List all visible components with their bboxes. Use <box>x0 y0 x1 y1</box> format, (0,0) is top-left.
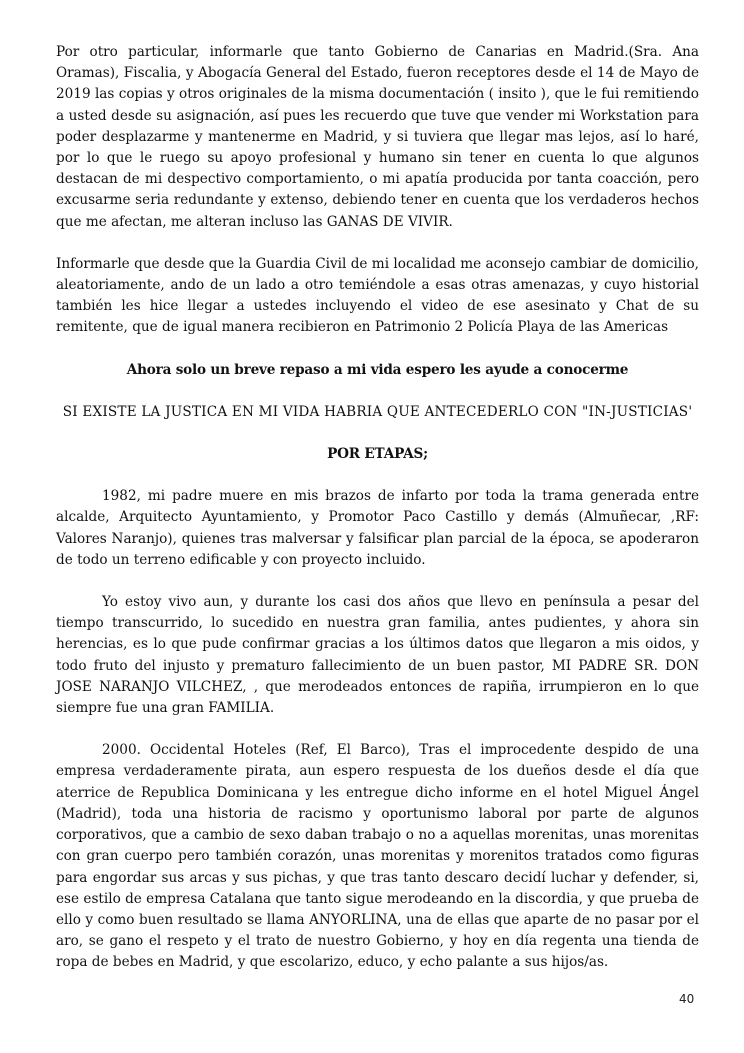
spacer <box>56 571 699 592</box>
page-number: 40 <box>679 992 695 1006</box>
spacer <box>56 423 699 444</box>
spacer <box>56 233 699 254</box>
spacer <box>56 719 699 740</box>
paragraph-1982: 1982, mi padre muere en mis brazos de infarto por toda la trama generada entre alcalde, Arquitecto Ayuntamiento, y Promotor Paco Castillo y demás (Almuñecar, ,RF: Valores Naranjo), quienes tras malversar y falsificar plan parcial de la época, se apoderaron de todo un terreno edificable y con proyecto incluido. <box>56 488 699 568</box>
spacer <box>56 465 699 486</box>
paragraph-2000: 2000. Occidental Hoteles (Ref, El Barco), Tras el improcedente despido de una empresa verdaderamente pirata, aun espero respuesta de los dueños desde el día que aterrice de Republica Dominicana y les entregue dicho informe en el hotel Miguel Ángel (Madrid), toda una historia de racismo y oportunismo laboral por parte de algunos corporativos, que a cambio de sexo daban trabajo o no a aquellas morenitas, unas morenitas con gran cuerpo pero también corazón, unas morenitas y morenitos tratados como figuras para engordar sus arcas y sus pichas, y que tras tanto descaro decidí luchar y defender, si, ese estilo de empresa Catalana que tanto sigue merodeando en la discordia, y que prueba de ello y como buen resultado se llama ANYORLINA, una de ellas que aparte de no pasar por el aro, se gano el respeto y el trato de nuestro Gobierno, y hoy en día regenta una tienda de ropa de bebes en Madrid, y que escolarizo, educo, y echo palante a sus hijos/as. <box>56 742 699 971</box>
heading-breve-repaso: Ahora solo un breve repaso a mi vida espero les ayude a conocerme <box>126 361 629 378</box>
spacer <box>56 381 699 402</box>
paragraph-vivo-aun: Yo estoy vivo aun, y durante los casi dos años que llevo en península a pesar del tiempo transcurrido, lo sucedido en nuestra gran familia, antes pudientes, y ahora sin herencias, es lo que pude confirmar gracias a los últimos datos que llegaron a mis oidos, y todo fruto del injusto y prematuro fallecimiento de un buen pastor, MI PADRE SR. DON JOSE NARANJO VILCHEZ, , que merodeados entonces de rapiña, irrumpieron en lo que siempre fue una gran FAMILIA. <box>56 594 699 717</box>
document-page <box>56 42 699 974</box>
paragraph-guardia-civil: Informarle que desde que la Guardia Civil de mi localidad me aconsejo cambiar de domicilio, aleatoriamente, ando de un lado a otro temiéndole a esas otras amenazas, y cuyo historial también les hice llegar a ustedes incluyendo el video de ese asesinato y Chat de su remitente, que de igual manera recibieron en Patrimonio 2 Policía Playa de las Americas <box>56 255 699 336</box>
heading-por-etapas: POR ETAPAS; <box>327 446 428 463</box>
spacer <box>56 339 699 360</box>
heading-justicia: SI EXISTE LA JUSTICA EN MI VIDA HABRIA QUE ANTECEDERLO CON "IN-JUSTICIAS' <box>62 403 693 420</box>
paragraph-documentation: Por otro particular, informarle que tanto Gobierno de Canarias en Madrid.(Sra. Ana Oramas), Fiscalia, y Abogacía General del Estado, fueron receptores desde el 14 de Mayo de 2019 las copias y otros originales de la misma documentación ( insito ), que le fui remitiendo a usted desde su asignación, así pues les recuerdo que tuve que vender mi Workstation para poder desplazarme y mantenerme en Madrid, y si tuviera que llegar mas lejos, así lo haré, por lo que le ruego su apoyo profesional y humano sin tener en cuenta lo que algunos destacan de mi despectivo comportamiento, o mi apatía producida por tanta coacción, pero excusarme seria redundante y extenso, debiendo tener en cuenta que los verdaderos hechos que me afectan, me alteran incluso las GANAS DE VIVIR. <box>56 44 699 230</box>
